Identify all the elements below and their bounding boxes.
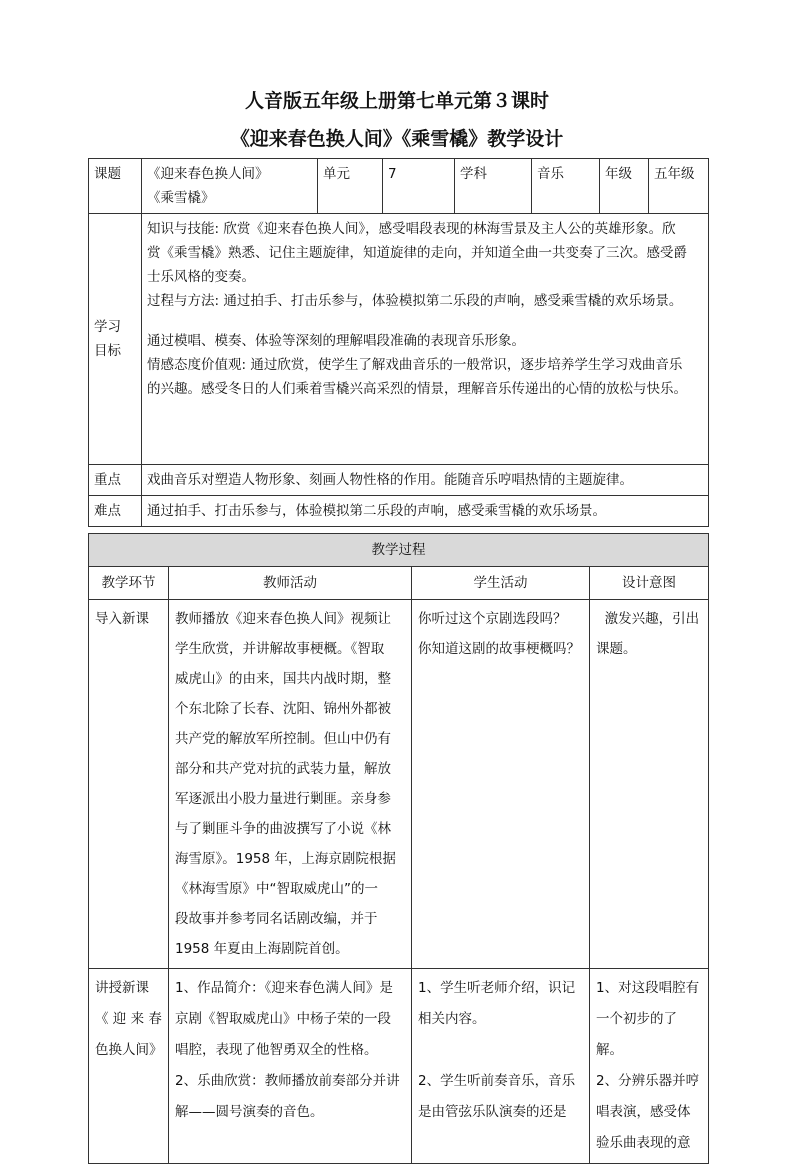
text-line: 1、学生听老师介绍，识记 — [418, 980, 576, 996]
process-row-new-lesson — [89, 969, 709, 1164]
goals-line: 赏《乘雪橇》熟悉、记住主题旋律，知道旋律的走向，并知道全曲一共变奏了三次。感受爵 — [147, 245, 687, 261]
text-line: 教师播放《迎来春色换人间》视频让 — [175, 611, 391, 627]
design-intent-new-lesson — [590, 969, 709, 1164]
text-line: 军逐派出小股力量进行剿匪。亲身参 — [175, 791, 391, 807]
text-line: 唱腔，表现了他智勇双全的性格。 — [175, 1042, 378, 1058]
goals-label — [89, 214, 142, 465]
goals-line: 过程与方法: 通过拍手、打击乐参与，体验模拟第二乐段的声响，感受乘雪橇的欢乐场景。 — [147, 293, 683, 309]
column-stage: 教学环节 — [89, 567, 169, 600]
text-line: 验乐曲表现的意 — [596, 1135, 691, 1151]
info-row-goals — [89, 214, 709, 465]
goals-label-line-1: 学习 — [94, 319, 121, 335]
stage-new-lesson — [89, 969, 169, 1164]
column-teacher: 教师活动 — [169, 567, 412, 600]
goals-line: 通过模唱、模奏、体验等深刻的理解唱段准确的表现音乐形象。 — [147, 333, 525, 349]
document-subtitle: 《迎来春色换人间》《乘雪橇》教学设计 — [230, 128, 564, 150]
text-line: 你听过这个京剧选段吗？ — [418, 611, 567, 627]
column-student: 学生活动 — [412, 567, 590, 600]
teaching-process-table — [88, 533, 709, 1164]
topic-label: 课题 — [89, 159, 142, 214]
info-row-difficulties — [89, 496, 709, 527]
lesson-info-table — [88, 158, 709, 527]
student-activity-new-lesson — [412, 969, 590, 1164]
document-title: 人音版五年级上册第七单元第３课时 — [244, 90, 549, 112]
column-intent: 设计意图 — [590, 567, 709, 600]
text-line: 京剧《智取威虎山》中杨子荣的一段 — [175, 1011, 391, 1027]
topic-value-line-1: 《迎来春色换人间》 — [147, 166, 269, 182]
text-line: 1、作品简介：《迎来春色满人间》是 — [175, 980, 393, 996]
text-line: 2、学生听前奏音乐，音乐 — [418, 1073, 576, 1089]
process-header: 教学过程 — [89, 534, 709, 567]
text-line: 段故事并参考同名话剧改编，并于 — [175, 911, 378, 927]
text-line: 1958 年夏由上海剧院首创。 — [175, 941, 349, 957]
unit-label: 单元 — [318, 159, 383, 214]
stage-intro: 导入新课 — [89, 600, 169, 969]
text-line: 你知道这剧的故事梗概吗？ — [418, 641, 580, 657]
text-line: 唱表演，感受体 — [596, 1104, 691, 1120]
process-row-intro — [89, 600, 709, 969]
text-line: 个东北除了长春、沈阳、锦州外都被 — [175, 701, 391, 717]
text-line: 课题。 — [596, 641, 637, 657]
text-line: 激发兴趣，引出 — [596, 611, 700, 627]
goals-label-line-2: 目标 — [94, 343, 121, 359]
text-line: 一个初步的了解。 — [596, 1011, 677, 1058]
goals-content — [142, 214, 709, 465]
difficulties-label: 难点 — [89, 496, 142, 527]
text-line: 相关内容。 — [418, 1011, 486, 1027]
text-line: 《林海雪原》中“智取威虎山”的一 — [175, 881, 378, 897]
subject-label: 学科 — [455, 159, 532, 214]
text-line: 是由管弦乐队演奏的还是 — [418, 1104, 567, 1120]
key-points-label: 重点 — [89, 465, 142, 496]
process-columns-row — [89, 567, 709, 600]
text-line: 部分和共产党对抗的武装力量，解放 — [175, 761, 391, 777]
student-activity-intro — [412, 600, 590, 969]
subject-value: 音乐 — [532, 159, 600, 214]
topic-value — [142, 159, 318, 214]
difficulties-value: 通过拍手、打击乐参与，体验模拟第二乐段的声响，感受乘雪橇的欢乐场景。 — [142, 496, 709, 527]
text-line: 讲授新课 — [95, 980, 149, 996]
goals-line: 的兴趣。感受冬日的人们乘着雪橇兴高采烈的情景，理解音乐传递出的心情的放松与快乐。 — [147, 381, 687, 397]
text-line: 威虎山》的由来，国共内战时期，整 — [175, 671, 391, 687]
blank-line — [418, 1035, 583, 1066]
grade-label: 年级 — [600, 159, 649, 214]
teacher-activity-new-lesson — [169, 969, 412, 1164]
info-row-key-points — [89, 465, 709, 496]
teacher-activity-intro — [169, 600, 412, 969]
process-header-row — [89, 534, 709, 567]
info-row-topic — [89, 159, 709, 214]
design-intent-intro — [590, 600, 709, 969]
key-points-value: 戏曲音乐对塑造人物形象、刻画人物性格的作用。能随音乐哼唱热情的主题旋律。 — [142, 465, 709, 496]
goals-line: 士乐风格的变奏。 — [147, 269, 255, 285]
text-line: 共产党的解放军所控制。但山中仍有 — [175, 731, 391, 747]
text-line: 与了剿匪斗争的曲波撰写了小说《林 — [175, 821, 391, 837]
goals-spacer — [147, 313, 703, 329]
topic-value-line-2: 《乘雪橇》 — [147, 190, 215, 206]
text-line: 1、对这段唱腔有 — [596, 980, 700, 996]
text-line: 学生欣赏，并讲解故事梗概。《智取 — [175, 641, 385, 657]
grade-value: 五年级 — [649, 159, 709, 214]
goals-line: 知识与技能: 欣赏《迎来春色换人间》，感受唱段表现的林海雪景及主人公的英雄形象。欣 — [147, 221, 676, 237]
unit-value: 7 — [383, 159, 455, 214]
text-line: 《 迎 来 春 — [95, 1011, 162, 1027]
text-line: 2、分辨乐器并哼 — [596, 1073, 700, 1089]
text-line: 2、乐曲欣赏：教师播放前奏部分并讲 — [175, 1073, 400, 1089]
text-line: 解——圆号演奏的音色。 — [175, 1104, 324, 1120]
text-line: 海雪原》。1958 年，上海京剧院根据 — [175, 851, 396, 867]
text-line: 色换人间》 — [95, 1042, 163, 1058]
goals-line: 情感态度价值观: 通过欣赏，使学生了解戏曲音乐的一般常识，逐步培养学生学习戏曲音乐 — [147, 357, 683, 373]
